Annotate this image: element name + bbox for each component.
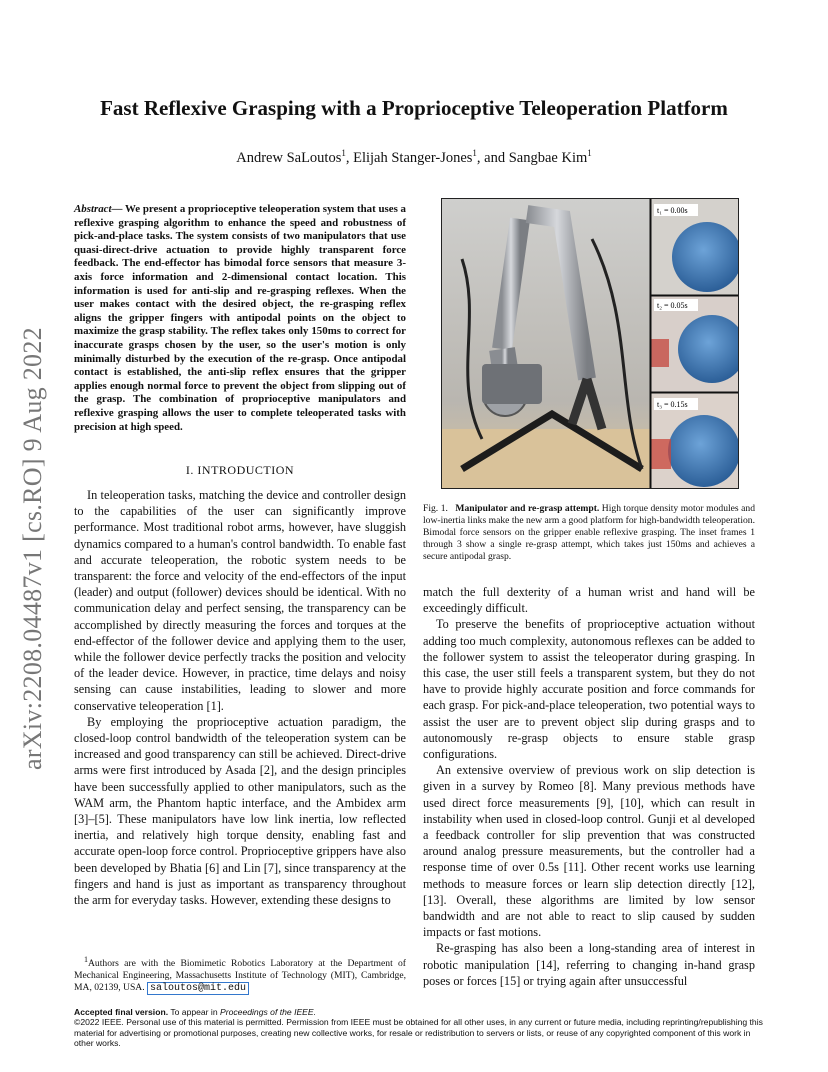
section-number: I. (185, 463, 194, 477)
author-affiliation-mark: 1 (341, 148, 346, 158)
caption-label: Fig. 1. (423, 503, 448, 514)
inset-frame-3 (651, 393, 738, 488)
section-title: INTRODUCTION (197, 463, 295, 477)
body-paragraph: By employing the proprioceptive actuation paradigm, the closed-loop control bandwidth of the teleoperation system can be increased and good transparency can still be achieved. Direct-drive arms were first introduced by Asada [2], and the design principles have been successfully applied to other manipulators, such as the WAM arm, the Phantom haptic interface, and the Ambidex arm [3]–[5]. These manipulators have low link inertia, low reflected inertia, and relatively high torque density, enabling fast and accurate open-loop force control. Proprioceptive grippers have also been developed by Bhatia [6] and Lin [7], since transparency at the fingers and hand is just as important as transparency throughout the arm for everyday tasks. However, extending these designs to (74, 714, 406, 908)
arxiv-identifier: arXiv:2208.04487v1 [cs.RO] 9 Aug 2022 (18, 327, 47, 770)
body-paragraph: To preserve the benefits of proprioceptive actuation without adding too much complexity, autonomous reflexes can be added to the follower system to assist the teleoperator during grasping. In this case, the user still feels a transparent system, but they do not have to provide highly accurate position and force commands for each grasp. For pick-and-place teleoperation, two potential ways to assist the user are to prevent object slip during grasps and to autonomously re-grasp objects to ensure stable grasp configurations. (423, 617, 755, 762)
figure-1 (441, 198, 739, 489)
body-paragraph: match the full dexterity of a human wrist and hand will be exceedingly difficult. (423, 585, 755, 616)
copyright-notice (74, 1007, 764, 1049)
abstract-text: — We present a proprioceptive teleoperation system that uses a reflexive grasping algorithm to enhance the speed and robustness of pick-and-place tasks. The system consists of two manipulators that use quasi-direct-drive actuation to provide highly transparent force feedback. The end-effector has bimodal force sensors that measure 3-axis force information and 2-dimensional contact location. This information is used for anti-slip and re-grasping reflexes. When the user makes contact with the desired object, the re-grasping reflex aligns the gripper fingers with antipodal points on the object to maximize the grasp stability. The reflex takes only 150ms to correct for inaccurate grasps chosen by the user, so the user's motion is only minimally disturbed by the execution of the re-grasp. Once antipodal contact is established, the anti-slip reflex ensures that the gripper applies enough normal force to prevent the object from slipping out of the grasp. The combination of proprioceptive manipulators and reflexive grasping allows the user to complete teleoperated tasks with precision at high speed. (74, 203, 406, 433)
arxiv-sidebar (18, 290, 58, 770)
author-name: Sangbae Kim (508, 149, 588, 166)
footnote-mark: 1 (84, 955, 88, 964)
author-name: Elijah Stanger-Jones (353, 149, 473, 166)
affiliation-footnote (74, 954, 406, 995)
author-separator: , (345, 149, 354, 166)
caption-text: High torque density motor modules and low-inertia links make the new arm a good platform for high-bandwidth teleoperation. Bimodal force sensors on the gripper enable reflexive grasping. The inset frames 1 through 3 show a single re-grasp attempt, which takes just 150ms and achieves a secure antipodal grasp. (423, 503, 755, 562)
inset-frame-1 (651, 199, 738, 295)
accepted-label: Accepted final version. (74, 1007, 169, 1017)
abstract (74, 203, 406, 434)
inset-label-2: t₂ = 0.05s (657, 301, 688, 310)
right-column-body (423, 584, 755, 989)
figure-caption (423, 503, 755, 563)
left-column-body (74, 487, 406, 908)
email-link[interactable]: saloutos@mit.edu (147, 982, 249, 995)
inset-frame-2 (651, 296, 738, 392)
author-list (40, 144, 788, 167)
inset-label-3: t₃ = 0.15s (657, 400, 688, 409)
accepted-text: To appear in (168, 1007, 221, 1017)
section-heading (74, 463, 406, 478)
author-affiliation-mark: 1 (472, 148, 477, 158)
body-paragraph: In teleoperation tasks, matching the device and controller design to the capabilities of the user can significantly improve performance. Most traditional robot arms, however, have sluggish dynamics compared to a human's control bandwidth. To enable fast and accurate teleoperation, the robotic system needs to be transparent: the force and velocity of the end-effectors of the input (leader) and output (follower) devices should be identical. With no communication delay and perfect sensing, the transparency can be accomplished by directly measuring the forces and torques at the end-effector of the follower device and applying them to the user, while the follower device perfectly tracks the position and velocity of the leader device. However, in practice, time delays and noisy sensing can cause instabilities, leading to slower and more conservative teleoperation [1]. (74, 488, 406, 713)
venue-name: Proceedings of the IEEE. (220, 1007, 317, 1017)
body-paragraph: An extensive overview of previous work on slip detection is given in a survey by Romeo [8]. Many previous methods have used direct force measurements [9], [10], which can result in instability when used in closed-loop control. Gunji et al developed a feedback controller for slip prevention that was constructed around analog pressure measurements, but the controller had a response time of over 0.5s [11]. Other recent works use learning methods to measure forces or learn slip detection directly [12], [13]. Overall, these algorithms are limited by low sensor bandwidth and are not able to react to slip caused by sudden impacts or fast motions. (423, 763, 755, 940)
author-separator: , and (476, 149, 509, 166)
copyright-text: ©2022 IEEE. Personal use of this material is permitted. Permission from IEEE must be obtained for all other uses, in any current or future media, including reprinting/republishing this material for advertising or promotional purposes, creating new collective works, for resale or redistribution to servers or lists, or reuse of any copyrighted component of this work in other works. (74, 1017, 763, 1049)
body-paragraph: Re-grasping has also been a long-standing area of interest in robotic manipulation [14], referring to changing in-hand grasp poses or forces [15] or trying again after unsuccessful (423, 941, 755, 988)
author-name: Andrew SaLoutos (236, 149, 342, 166)
inset-label-1: t₁ = 0.00s (657, 206, 688, 215)
abstract-lead: Abstract (74, 203, 112, 215)
author-affiliation-mark: 1 (587, 148, 592, 158)
caption-bold: Manipulator and re-grasp attempt. (455, 503, 600, 514)
figure-photo (442, 199, 738, 488)
footnote-text: Authors are with the Biomimetic Robotics Laboratory at the Department of Mechanical Engineering, Massachusetts Institute of Technology (MIT), Cambridge, MA, 02139, USA. (74, 958, 406, 994)
paper-title: Fast Reflexive Grasping with a Proprioceptive Teleoperation Platform (100, 96, 728, 120)
